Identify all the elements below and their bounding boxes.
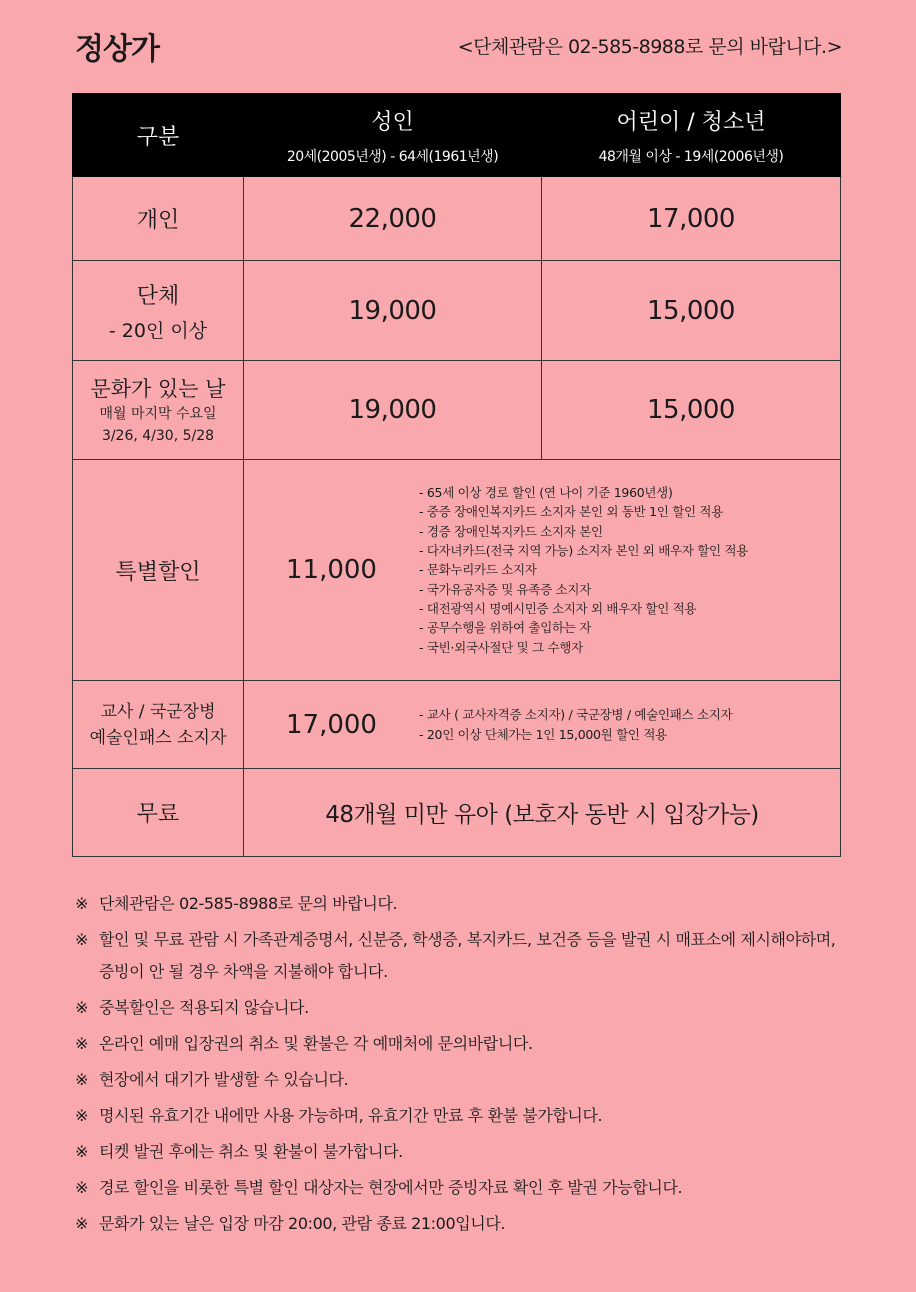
note-mark: ※: [75, 1034, 89, 1053]
list-item: - 65세 이상 경로 할인 (연 나이 기준 1960년생): [419, 485, 673, 501]
note-mark: ※: [75, 930, 89, 949]
note-mark: ※: [75, 998, 89, 1017]
list-item: - 20인 이상 단체가는 1인 15,000원 할인 적용: [419, 726, 667, 742]
note-item: ※ 단체관람은 02-585-8988로 문의 바랍니다.: [75, 888, 855, 920]
youth-price: 17,000: [647, 203, 735, 234]
note-item: ※ 온라인 예매 입장권의 취소 및 환불은 각 예매처에 문의바랍니다.: [75, 1028, 855, 1060]
note-item: ※ 명시된 유효기간 내에만 사용 가능하며, 유효기간 만료 후 환불 불가합니다.: [75, 1100, 855, 1132]
list-item: - 공무수행을 위하여 출입하는 자: [419, 620, 591, 636]
header-youth: 어린이 / 청소년 48개월 이상 - 19세(2006년생): [542, 94, 841, 177]
row-label: 문화가 있는 날: [90, 377, 226, 401]
page-title: 정상가: [75, 32, 159, 67]
row-culture-day: [73, 361, 841, 460]
row-sublabel: 매월 마지막 수요일: [99, 406, 217, 422]
table-header-row: [73, 94, 841, 177]
list-item: - 국빈·외국사절단 및 그 수행자: [419, 639, 583, 655]
note-item: ※ 중복할인은 적용되지 않습니다.: [75, 992, 855, 1024]
note-item: ※ 티켓 발권 후에는 취소 및 환불이 불가합니다.: [75, 1136, 855, 1168]
youth-price: 15,000: [647, 295, 735, 326]
note-mark: ※: [75, 1214, 89, 1233]
adult-price: 19,000: [348, 295, 437, 326]
note-item: ※ 경로 할인을 비롯한 특별 할인 대상자는 현장에서만 증빙자료 확인 후 발권 가능합니다.: [75, 1172, 855, 1204]
special-conditions-list: [419, 483, 748, 657]
row-special: [73, 460, 841, 681]
note-item: ※ 할인 및 무료 관람 시 가족관계증명서, 신분증, 학생증, 복지카드, 보건증 등을 발권 시 매표소에 제시해야하며, 증빙이 안 될 경우 차액을 지불해야 합니다.: [75, 924, 855, 988]
row-label: 교사 / 국군장병: [100, 701, 216, 722]
row-label: 특별할인: [115, 559, 201, 585]
youth-price: 15,000: [647, 395, 735, 425]
group-booking-note: <단체관람은 02-585-8988로 문의 바랍니다.>: [457, 36, 842, 58]
list-item: - 다자녀카드(전국 지역 가능) 소지자 본인 외 배우자 할인 적용: [419, 543, 749, 559]
note-mark: ※: [75, 1106, 89, 1125]
teacher-price: 17,000: [286, 709, 377, 740]
note-mark: ※: [75, 1178, 89, 1197]
note-mark: ※: [75, 1070, 89, 1089]
note-mark: ※: [75, 1142, 89, 1161]
row-sublabel: - 20인 이상: [108, 319, 208, 342]
header-adult: 성인 20세(2005년생) - 64세(1961년생): [244, 94, 542, 177]
list-item: - 교사 ( 교사자격증 소지자) / 국군장병 / 예술인패스 소지자: [419, 707, 733, 723]
special-price: 11,000: [286, 554, 377, 585]
list-item: - 경증 장애인복지카드 소지자 본인: [419, 523, 603, 539]
header-category: 구분: [73, 94, 244, 177]
row-label: 단체: [136, 283, 180, 309]
adult-price: 22,000: [348, 203, 437, 234]
note-item: ※ 현장에서 대기가 발생할 수 있습니다.: [75, 1064, 855, 1096]
list-item: - 대전광역시 명예시민증 소지자 외 배우자 할인 적용: [419, 600, 697, 616]
list-item: - 국가유공자증 및 유족증 소지자: [419, 581, 591, 597]
adult-price: 19,000: [348, 395, 437, 425]
row-label-2: 예술인패스 소지자: [89, 727, 227, 748]
row-teacher: [73, 681, 841, 769]
notes-list: [75, 888, 855, 1244]
row-label: 무료: [136, 802, 180, 827]
free-description: 48개월 미만 유아 (보호자 동반 시 입장가능): [325, 802, 759, 828]
row-dates: 3/26, 4/30, 5/28: [101, 428, 215, 444]
row-group: [73, 261, 841, 361]
list-item: - 중증 장애인복지카드 소지자 본인 외 동반 1인 할인 적용: [419, 504, 723, 520]
row-individual: [73, 177, 841, 261]
list-item: - 문화누리카드 소지자: [419, 562, 537, 578]
row-free: [73, 769, 841, 857]
note-mark: ※: [75, 894, 89, 913]
teacher-conditions-list: [419, 705, 732, 744]
price-table: [72, 93, 841, 857]
row-label: 개인: [136, 208, 180, 233]
note-item: ※ 문화가 있는 날은 입장 마감 20:00, 관람 종료 21:00입니다.: [75, 1208, 855, 1240]
